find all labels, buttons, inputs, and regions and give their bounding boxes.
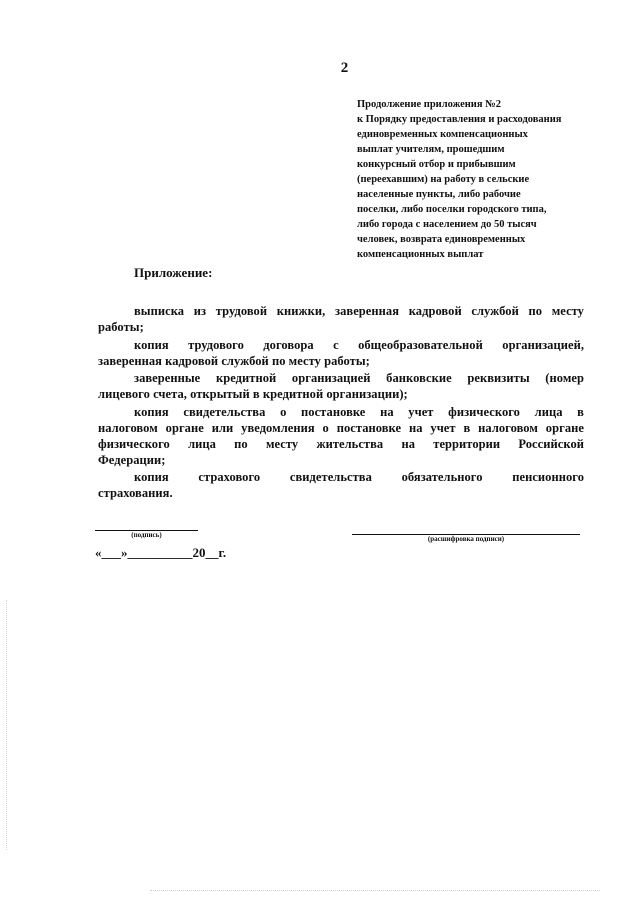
item-line: копия трудового договора с общеобразовательной организацией, xyxy=(134,338,584,352)
appendix-title: Приложение: xyxy=(134,265,213,280)
item-line: налоговом органе или уведомления о постановке на учет в налоговом органе xyxy=(98,421,584,435)
list-item xyxy=(98,469,584,501)
header-line: к Порядку предоставления и расходования xyxy=(357,114,562,125)
item-line: заверенная кадровой службой по месту работы; xyxy=(98,354,370,368)
header-line: (переехавшим) на работу в сельские xyxy=(357,174,530,185)
date-field: «___»__________20__г. xyxy=(95,545,227,560)
header-line: компенсационных выплат xyxy=(357,249,484,260)
header-line: либо города с населением до 50 тысяч xyxy=(357,219,537,230)
signature-decoding-label: (расшифровка подписи) xyxy=(427,535,505,543)
header-line: Продолжение приложения №2 xyxy=(357,99,501,110)
page-number: 2 xyxy=(340,60,349,76)
item-line: физического лица по месту жительства на территории Российской xyxy=(98,437,584,451)
header-line: конкурсный отбор и прибывшим xyxy=(357,159,516,170)
list-item xyxy=(98,337,584,369)
list-item xyxy=(98,370,584,402)
item-line: Федерации; xyxy=(98,453,166,467)
header-line: поселки, либо поселки городского типа, xyxy=(357,204,547,215)
list-item xyxy=(98,303,584,335)
item-line: копия свидетельства о постановке на учет физического лица в xyxy=(134,405,584,419)
scan-edge-mark xyxy=(6,600,7,850)
item-line: работы; xyxy=(98,320,144,334)
appendix-header xyxy=(357,97,597,262)
item-line: копия страхового свидетельства обязательного пенсионного xyxy=(134,470,584,484)
item-line: страхования. xyxy=(98,486,173,500)
list-item xyxy=(98,404,584,468)
item-line: выписка из трудовой книжки, заверенная кадровой службой по месту xyxy=(134,304,584,318)
header-line: единовременных компенсационных xyxy=(357,129,528,140)
signature-label: (подпись) xyxy=(131,531,162,539)
scan-edge-mark xyxy=(150,890,600,891)
header-line: населенные пункты, либо рабочие xyxy=(357,189,521,200)
header-line: выплат учителям, прошедшим xyxy=(357,144,505,155)
header-line: человек, возврата единовременных xyxy=(357,234,526,245)
item-line: лицевого счета, открытый в кредитной организации); xyxy=(98,387,408,401)
item-line: заверенные кредитной организацией банковские реквизиты (номер xyxy=(134,371,584,385)
